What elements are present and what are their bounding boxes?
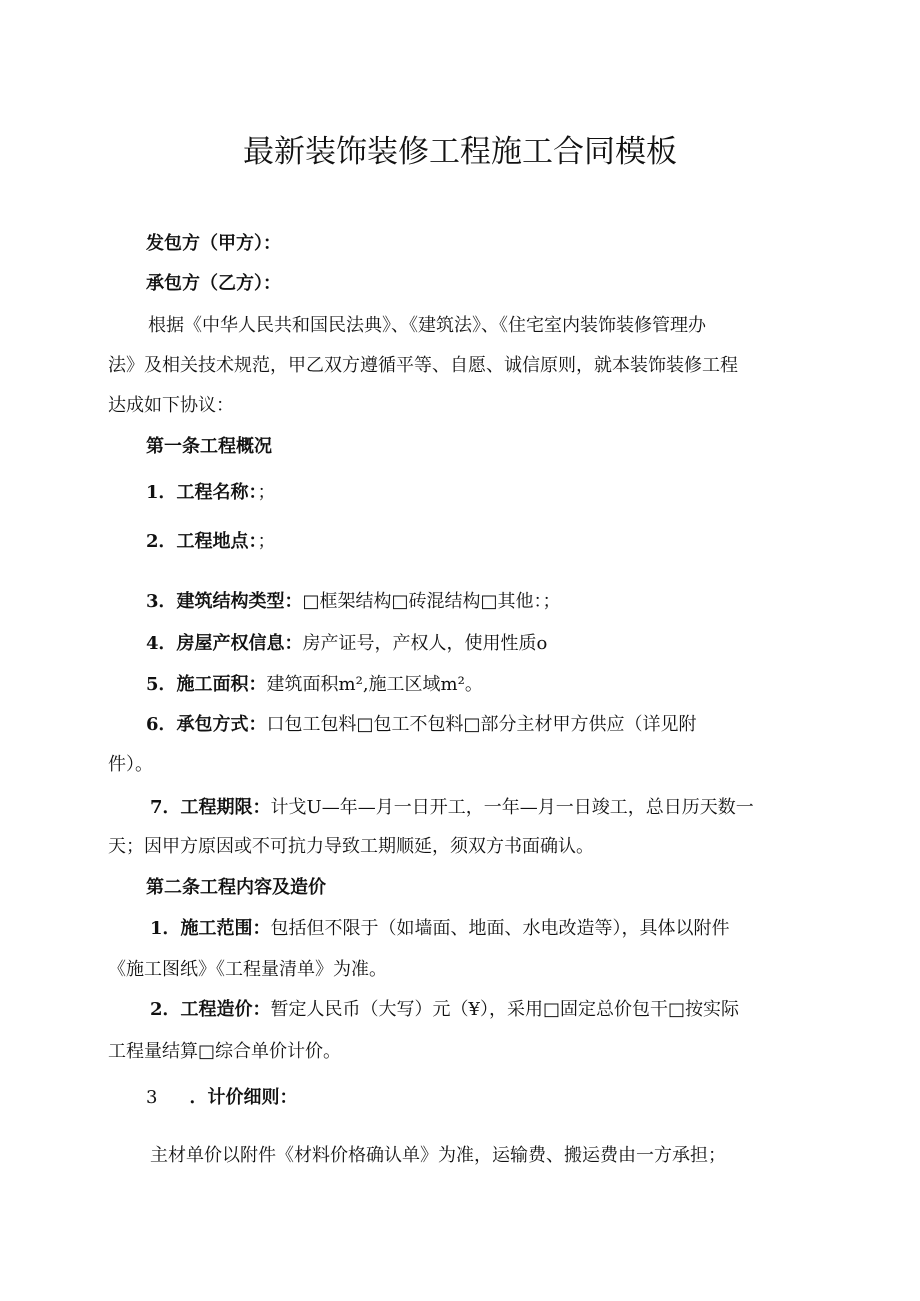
item-value: 口包工包料□包工不包料□部分主材甲方供应（详见附 (266, 714, 697, 735)
article-1-item-7-continued: 天；因甲方原因或不可抗力导致工期顺延，须双方书面确认。 (108, 836, 594, 857)
item-label: 2．工程地点： (146, 531, 258, 552)
article-1-item-6-continued: 件）。 (108, 754, 153, 775)
item-label: 2．工程造价： (150, 999, 271, 1020)
article-1-item-3 (146, 590, 866, 614)
item-value: 暂定人民币（大写）元（¥），采用□固定总价包干□按实际 (270, 999, 739, 1020)
article-2-item-2-continued: 工程量结算□综合单价计价。 (108, 1041, 342, 1062)
item-value: 计戈U—年—月一日开工，一年—月一日竣工，总日历天数一 (270, 797, 754, 818)
item-label: 7．工程期限： (150, 797, 271, 818)
item-label: 6．承包方式： (146, 714, 267, 735)
article-1-item-6 (146, 713, 866, 737)
item-value: 包括但不限于（如墙面、地面、水电改造等），具体以附件 (270, 918, 730, 939)
article-2-item-1 (150, 917, 870, 941)
article-2-item-1-continued: 《施工图纸》《工程量清单》为准。 (108, 959, 387, 980)
item-value: □框架结构□砖混结构□其他：； (302, 591, 561, 612)
article-1-item-1 (146, 481, 866, 505)
article-2-heading: 第二条工程内容及造价 (146, 877, 326, 898)
party-b-label: 承包方（乙方）： (146, 273, 281, 294)
item-label: ．计价细则： (189, 1087, 298, 1108)
document-title: 最新装饰装修工程施工合同模板 (243, 134, 677, 170)
article-1-heading: 第一条工程概况 (146, 436, 272, 457)
item-label: 1．施工范围： (150, 918, 271, 939)
item-label: 3．建筑结构类型： (146, 591, 303, 612)
item-value: ； (257, 482, 276, 503)
item-value: 建筑面积m²,施工区域m²。 (266, 674, 483, 695)
article-2-item-3 (146, 1086, 866, 1110)
item-value: 房产证号，产权人，使用性质o (302, 633, 548, 654)
item-number: 3 (146, 1087, 158, 1108)
preamble-line-2: 法》及相关技术规范，甲乙双方遵循平等、自愿、诚信原则，就本装饰装修工程 (108, 355, 738, 376)
item-label: 4．房屋产权信息： (146, 633, 303, 654)
item-label: 5．施工面积： (146, 674, 267, 695)
article-1-item-5 (146, 673, 866, 697)
party-a-label: 发包方（甲方）： (146, 233, 281, 254)
item-value: ； (257, 531, 276, 552)
preamble-line-3: 达成如下协议： (108, 395, 234, 416)
preamble-line-1: 根据《中华人民共和国民法典》、《建筑法》、《住宅室内装饰装修管理办 (148, 315, 706, 336)
article-1-item-2 (146, 530, 866, 554)
item-label: 1．工程名称： (146, 482, 258, 503)
article-1-item-4 (146, 632, 866, 656)
article-2-item-2 (150, 998, 870, 1022)
article-2-item-3-text: 主材单价以附件《材料价格确认单》为准，运输费、搬运费由一方承担； (150, 1145, 726, 1166)
article-1-item-7 (150, 796, 870, 820)
